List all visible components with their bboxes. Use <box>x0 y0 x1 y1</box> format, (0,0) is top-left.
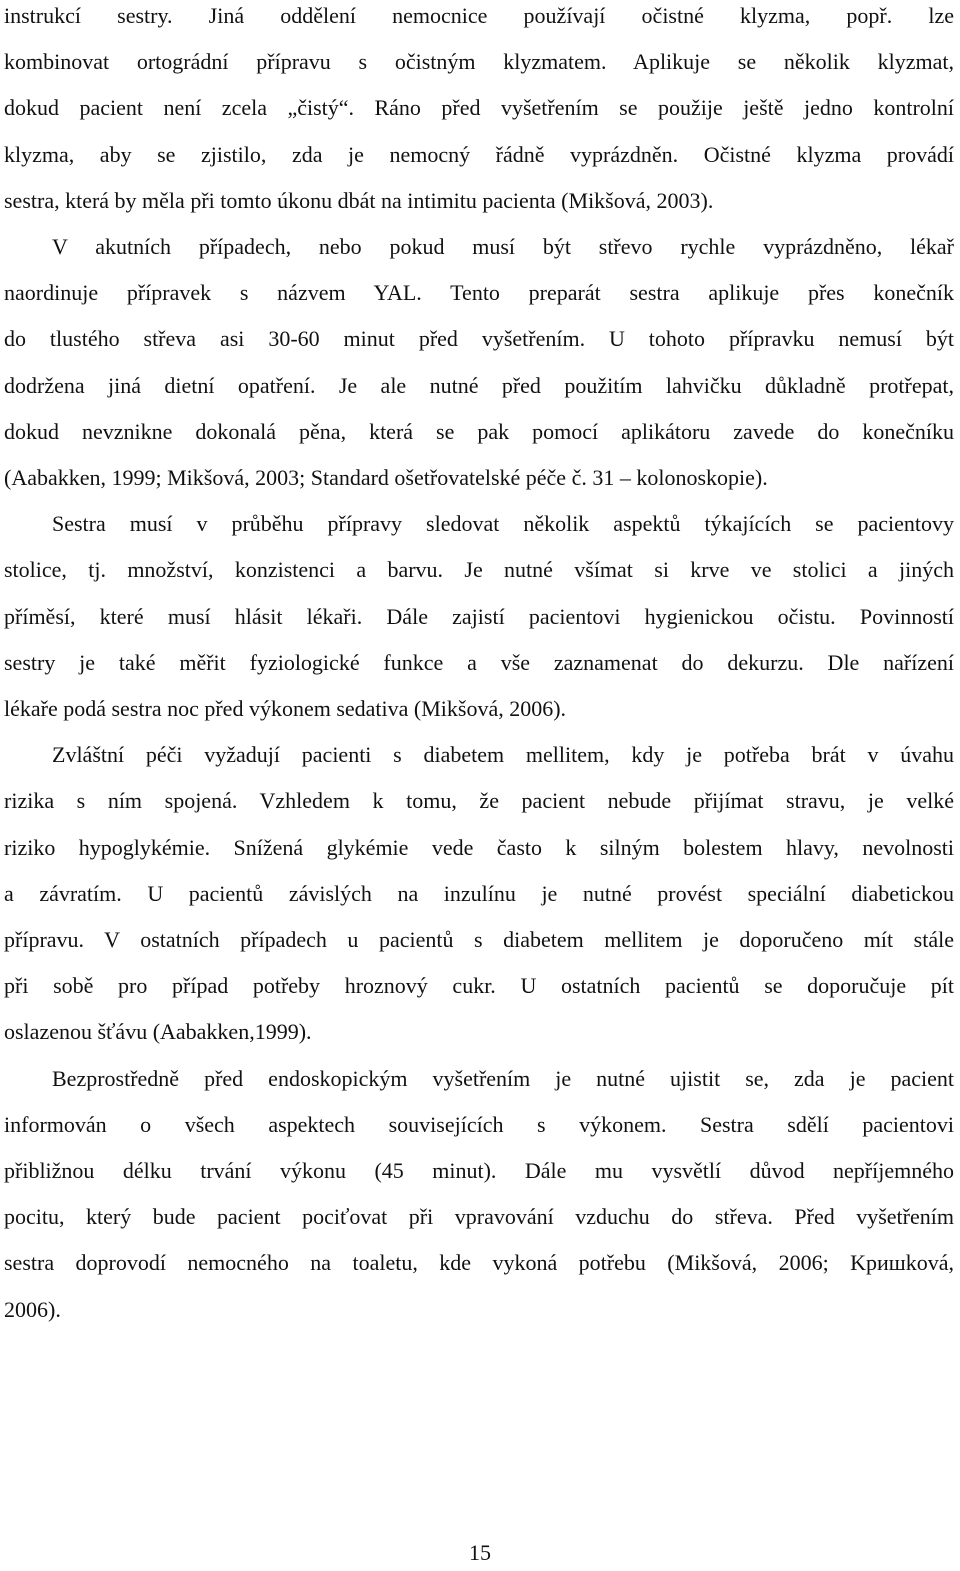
text-line: oslazenou šťávu (Aabakken,1999). <box>4 1019 312 1045</box>
paragraph-diabetes-care <box>4 732 954 1055</box>
text-line: sestra doprovodí nemocného na toaletu, kde vykoná potřebu (Mikšová, 2006; Kришková, <box>4 1250 954 1276</box>
text-line: V akutních případech, nebo pokud musí být střevo rychle vyprázdněno, lékař <box>52 234 954 260</box>
text-line: naordinuje přípravek s názvem YAL. Tento preparát sestra aplikuje přes konečník <box>4 280 954 306</box>
text-line: přibližnou délku trvání výkonu (45 minut). Dále mu vysvětlí důvod nepříjemného <box>4 1158 954 1184</box>
text-line: klyzma, aby se zjistilo, zda je nemocný řádně vyprázdněn. Očistné klyzma provádí <box>4 141 954 167</box>
text-line: kombinovat ortográdní přípravu s očistným klyzmatem. Aplikuje se několik klyzmat, <box>4 49 954 75</box>
paragraph-colonoscopy-preparation <box>4 0 954 224</box>
page-number: 15 <box>469 1540 491 1565</box>
text-line: informován o všech aspektech souvisejících s výkonem. Sestra sdělí pacientovi <box>4 1111 954 1137</box>
text-line: riziko hypoglykémie. Snížená glykémie vede často k silným bolestem hlavy, nevolnosti <box>4 834 954 860</box>
text-line: dodržena jiná dietní opatření. Je ale nutné před použitím lahvičku důkladně protřepat, <box>4 372 954 398</box>
text-line: Bezprostředně před endoskopickým vyšetřením je nutné ujistit se, zda je pacient <box>52 1065 954 1091</box>
document-page <box>4 0 954 1333</box>
text-line: příměsí, které musí hlásit lékaři. Dále zajistí pacientovi hygienickou očistu. Povinností <box>4 603 954 629</box>
text-line: Sestra musí v průběhu přípravy sledovat několik aspektů týkajících se pacientovy <box>52 511 954 537</box>
text-line: instrukcí sestry. Jiná oddělení nemocnice používají očistné klyzma, popř. lze <box>4 3 954 28</box>
text-line: 2006). <box>4 1296 61 1322</box>
text-line: dokud pacient není zcela „čistý“. Ráno před vyšetřením se použije ještě jedno kontrolní <box>4 95 954 121</box>
text-line: Zvláštní péči vyžadují pacienti s diabetem mellitem, kdy je potřeba brát v úvahu <box>52 742 954 768</box>
paragraph-before-examination <box>4 1056 954 1333</box>
text-line: pocitu, který bude pacient pociťovat při vpravování vzduchu do střeva. Před vyšetřením <box>4 1204 954 1230</box>
text-line: dokud nevznikne dokonalá pěna, která se pak pomocí aplikátoru zavede do konečníku <box>4 418 954 444</box>
text-line: při sobě pro případ potřeby hroznový cukr. U ostatních pacientů se doporučuje pít <box>4 973 954 999</box>
text-line: přípravu. V ostatních případech u pacientů s diabetem mellitem je doporučeno mít stále <box>4 927 954 953</box>
text-line: sestry je také měřit fyziologické funkce a vše zaznamenat do dekurzu. Dle nařízení <box>4 649 954 675</box>
paragraph-yal-preparation <box>4 224 954 501</box>
text-line: do tlustého střeva asi 30-60 minut před vyšetřením. U tohoto přípravku nemusí být <box>4 326 954 352</box>
paragraph-stool-monitoring <box>4 501 954 732</box>
text-line: stolice, tj. množství, konzistenci a barvu. Je nutné všímat si krve ve stolici a jiných <box>4 557 954 583</box>
text-line: rizika s ním spojená. Vzhledem k tomu, že pacient nebude přijímat stravu, je velké <box>4 788 954 814</box>
text-line: (Aabakken, 1999; Mikšová, 2003; Standard ošetřovatelské péče č. 31 – kolonoskopie). <box>4 465 768 491</box>
text-line: lékaře podá sestra noc před výkonem sedativa (Mikšová, 2006). <box>4 696 567 722</box>
text-line: a závratím. U pacientů závislých na inzulínu je nutné provést speciální diabetickou <box>4 880 954 906</box>
text-line: sestra, která by měla při tomto úkonu dbát na intimitu pacienta (Mikšová, 2003). <box>4 187 714 213</box>
